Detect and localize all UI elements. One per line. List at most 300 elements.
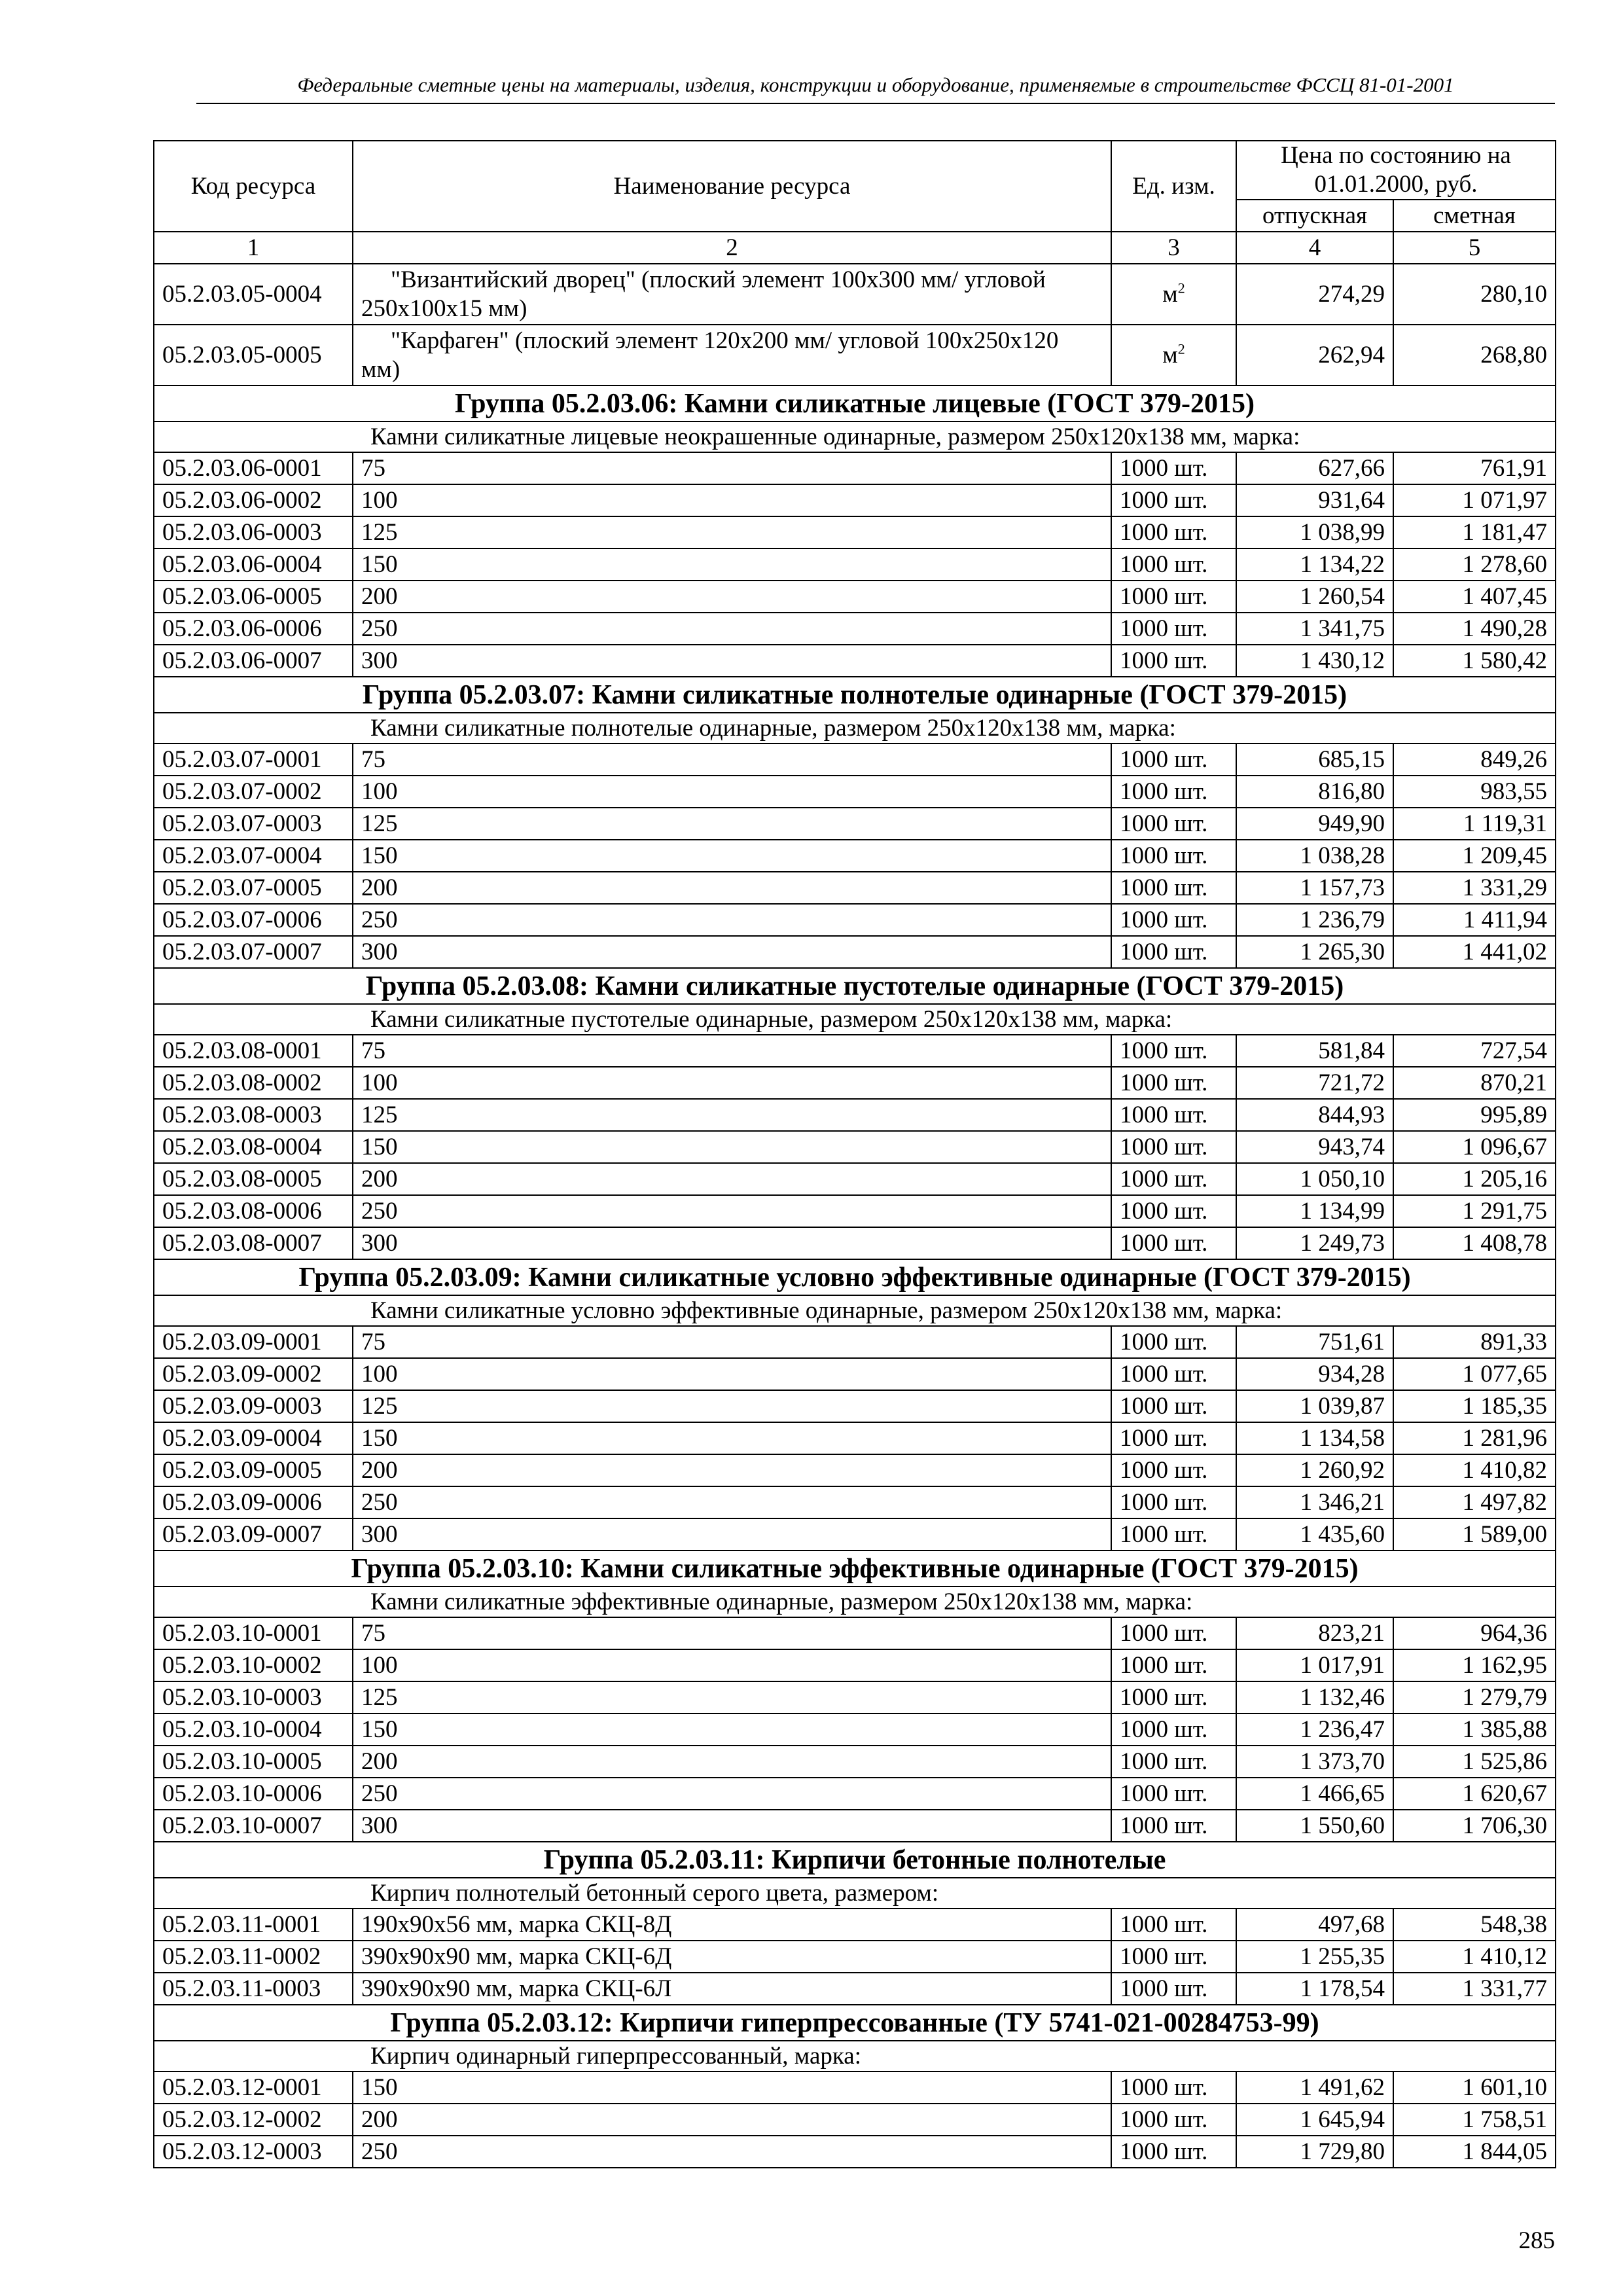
price-estimate: 1 620,67	[1393, 1778, 1556, 1810]
resource-code: 05.2.03.06-0002	[154, 484, 353, 516]
resource-name: 150	[353, 1131, 1111, 1163]
table-row	[154, 1649, 1556, 1681]
table-row	[154, 452, 1556, 484]
price-release: 1 050,10	[1236, 1163, 1393, 1195]
price-estimate: 1 279,79	[1393, 1681, 1556, 1713]
column-number: 4	[1236, 232, 1393, 264]
resource-name: 250	[353, 1778, 1111, 1810]
group-title: Группа 05.2.03.09: Камни силикатные условно эффективные одинарные (ГОСТ 379-2015)	[154, 1259, 1556, 1295]
unit-exponent: 2	[1177, 279, 1185, 296]
table-row	[154, 1227, 1556, 1259]
resource-name: 100	[353, 1649, 1111, 1681]
resource-name: 200	[353, 872, 1111, 904]
group-title-row	[154, 1551, 1556, 1587]
resource-unit: 1000 шт.	[1111, 484, 1236, 516]
price-release: 1 134,58	[1236, 1422, 1393, 1454]
resource-name: 100	[353, 1067, 1111, 1099]
resource-name: 125	[353, 1390, 1111, 1422]
resource-name: 75	[353, 1326, 1111, 1358]
resource-name: "Византийский дворец" (плоский элемент 100х300 мм/ угловой 250х100х15 мм)	[353, 264, 1111, 325]
resource-name: 200	[353, 1163, 1111, 1195]
resource-name: 150	[353, 548, 1111, 581]
group-title: Группа 05.2.03.11: Кирпичи бетонные полнотелые	[154, 1842, 1556, 1878]
group-title-row	[154, 1259, 1556, 1295]
resource-unit: 1000 шт.	[1111, 1810, 1236, 1842]
price-estimate: 1 119,31	[1393, 808, 1556, 840]
resource-name: 150	[353, 2072, 1111, 2104]
resource-name: 250	[353, 2136, 1111, 2168]
price-release: 816,80	[1236, 776, 1393, 808]
resource-name: 300	[353, 1810, 1111, 1842]
resource-code: 05.2.03.10-0007	[154, 1810, 353, 1842]
table-row	[154, 1454, 1556, 1486]
price-release: 1 236,79	[1236, 904, 1393, 936]
resource-unit: 1000 шт.	[1111, 1067, 1236, 1099]
resource-unit: 1000 шт.	[1111, 1518, 1236, 1551]
resource-name: 200	[353, 1454, 1111, 1486]
price-estimate: 1 580,42	[1393, 645, 1556, 677]
resource-name: 300	[353, 1227, 1111, 1259]
resource-code: 05.2.03.08-0001	[154, 1035, 353, 1067]
table-row	[154, 904, 1556, 936]
price-estimate: 1 096,67	[1393, 1131, 1556, 1163]
resource-unit: 1000 шт.	[1111, 1131, 1236, 1163]
table-row	[154, 581, 1556, 613]
resource-code: 05.2.03.09-0004	[154, 1422, 353, 1454]
resource-unit: 1000 шт.	[1111, 1909, 1236, 1941]
price-release: 1 430,12	[1236, 645, 1393, 677]
column-number: 2	[353, 232, 1111, 264]
resource-unit: 1000 шт.	[1111, 776, 1236, 808]
resource-name: 150	[353, 1713, 1111, 1746]
resource-unit: 1000 шт.	[1111, 1681, 1236, 1713]
resource-code: 05.2.03.09-0001	[154, 1326, 353, 1358]
resource-name: 100	[353, 776, 1111, 808]
column-number-row	[154, 232, 1556, 264]
price-release: 1 038,28	[1236, 840, 1393, 872]
price-estimate: 1 331,77	[1393, 1973, 1556, 2005]
price-table	[153, 140, 1556, 2168]
resource-name: 200	[353, 581, 1111, 613]
table-row	[154, 1326, 1556, 1358]
running-header: Федеральные сметные цены на материалы, изделия, конструкции и оборудование, применяемые в строительстве ФССЦ 81-01-2001	[297, 73, 1454, 96]
group-title: Группа 05.2.03.10: Камни силикатные эффективные одинарные (ГОСТ 379-2015)	[154, 1551, 1556, 1587]
resource-code: 05.2.03.07-0004	[154, 840, 353, 872]
resource-unit: 1000 шт.	[1111, 581, 1236, 613]
table-row	[154, 840, 1556, 872]
resource-code: 05.2.03.07-0003	[154, 808, 353, 840]
resource-unit: 1000 шт.	[1111, 1422, 1236, 1454]
group-title: Группа 05.2.03.06: Камни силикатные лицевые (ГОСТ 379-2015)	[154, 386, 1556, 422]
price-estimate: 1 525,86	[1393, 1746, 1556, 1778]
group-title-row	[154, 386, 1556, 422]
price-release: 1 729,80	[1236, 2136, 1393, 2168]
price-release: 949,90	[1236, 808, 1393, 840]
resource-code: 05.2.03.06-0007	[154, 645, 353, 677]
table-row	[154, 548, 1556, 581]
resource-code: 05.2.03.09-0005	[154, 1454, 353, 1486]
table-row	[154, 264, 1556, 325]
price-release: 1 265,30	[1236, 936, 1393, 968]
resource-code: 05.2.03.12-0003	[154, 2136, 353, 2168]
group-subtitle: Кирпич полнотелый бетонный серого цвета, размером:	[154, 1878, 1556, 1909]
price-release: 1 178,54	[1236, 1973, 1393, 2005]
table-row	[154, 744, 1556, 776]
resource-unit: 1000 шт.	[1111, 1973, 1236, 2005]
column-number: 3	[1111, 232, 1236, 264]
resource-unit: 1000 шт.	[1111, 1099, 1236, 1131]
price-estimate: 1 497,82	[1393, 1486, 1556, 1518]
resource-code: 05.2.03.10-0004	[154, 1713, 353, 1746]
price-release: 931,64	[1236, 484, 1393, 516]
price-estimate: 870,21	[1393, 1067, 1556, 1099]
resource-code: 05.2.03.07-0007	[154, 936, 353, 968]
price-release: 751,61	[1236, 1326, 1393, 1358]
resource-code: 05.2.03.05-0004	[154, 264, 353, 325]
group-subtitle-row	[154, 713, 1556, 744]
resource-code: 05.2.03.07-0005	[154, 872, 353, 904]
price-release: 943,74	[1236, 1131, 1393, 1163]
resource-unit: 1000 шт.	[1111, 904, 1236, 936]
resource-code: 05.2.03.08-0006	[154, 1195, 353, 1227]
resource-name: 300	[353, 936, 1111, 968]
column-number: 1	[154, 232, 353, 264]
resource-name: 75	[353, 1617, 1111, 1649]
price-release: 262,94	[1236, 325, 1393, 386]
price-estimate: 1 410,12	[1393, 1941, 1556, 1973]
resource-unit: 1000 шт.	[1111, 1617, 1236, 1649]
price-estimate: 1 844,05	[1393, 2136, 1556, 2168]
resource-name: 75	[353, 744, 1111, 776]
resource-unit: 1000 шт.	[1111, 1746, 1236, 1778]
resource-unit: 1000 шт.	[1111, 2072, 1236, 2104]
resource-code: 05.2.03.08-0005	[154, 1163, 353, 1195]
group-subtitle: Камни силикатные лицевые неокрашенные одинарные, размером 250х120х138 мм, марка:	[154, 422, 1556, 452]
header-name: Наименование ресурса	[353, 141, 1111, 232]
price-estimate: 268,80	[1393, 325, 1556, 386]
price-release: 1 249,73	[1236, 1227, 1393, 1259]
table-row	[154, 1099, 1556, 1131]
price-estimate: 1 601,10	[1393, 2072, 1556, 2104]
price-estimate: 1 385,88	[1393, 1713, 1556, 1746]
group-title: Группа 05.2.03.12: Кирпичи гиперпрессованные (ТУ 5741-021-00284753-99)	[154, 2005, 1556, 2041]
unit-exponent: 2	[1177, 340, 1185, 357]
price-estimate: 1 205,16	[1393, 1163, 1556, 1195]
price-estimate: 1 162,95	[1393, 1649, 1556, 1681]
price-release: 1 435,60	[1236, 1518, 1393, 1551]
resource-unit	[1111, 264, 1236, 325]
table-row	[154, 2104, 1556, 2136]
table-row	[154, 1518, 1556, 1551]
resource-code: 05.2.03.11-0002	[154, 1941, 353, 1973]
header-price: Цена по состоянию на 01.01.2000, руб.	[1236, 141, 1556, 200]
price-estimate: 1 331,29	[1393, 872, 1556, 904]
price-estimate: 1 077,65	[1393, 1358, 1556, 1390]
resource-name: 125	[353, 516, 1111, 548]
price-release: 1 134,99	[1236, 1195, 1393, 1227]
resource-unit	[1111, 325, 1236, 386]
table-row	[154, 516, 1556, 548]
table-row	[154, 645, 1556, 677]
resource-code: 05.2.03.06-0004	[154, 548, 353, 581]
price-release: 1 134,22	[1236, 548, 1393, 581]
header-code: Код ресурса	[154, 141, 353, 232]
table-row	[154, 1035, 1556, 1067]
price-release: 685,15	[1236, 744, 1393, 776]
price-estimate: 983,55	[1393, 776, 1556, 808]
table-row	[154, 1195, 1556, 1227]
price-estimate: 1 291,75	[1393, 1195, 1556, 1227]
group-title-row	[154, 2005, 1556, 2041]
resource-unit: 1000 шт.	[1111, 872, 1236, 904]
price-release: 1 373,70	[1236, 1746, 1393, 1778]
resource-unit: 1000 шт.	[1111, 1390, 1236, 1422]
price-release: 274,29	[1236, 264, 1393, 325]
table-row	[154, 1163, 1556, 1195]
price-release: 1 017,91	[1236, 1649, 1393, 1681]
resource-unit: 1000 шт.	[1111, 1326, 1236, 1358]
table-row	[154, 2072, 1556, 2104]
resource-code: 05.2.03.12-0002	[154, 2104, 353, 2136]
table-row	[154, 613, 1556, 645]
resource-unit: 1000 шт.	[1111, 1713, 1236, 1746]
resource-code: 05.2.03.05-0005	[154, 325, 353, 386]
resource-name: 250	[353, 1195, 1111, 1227]
resource-name: "Карфаген" (плоский элемент 120х200 мм/ угловой 100х250х120 мм)	[353, 325, 1111, 386]
resource-name: 125	[353, 1681, 1111, 1713]
resource-name: 250	[353, 1486, 1111, 1518]
resource-unit: 1000 шт.	[1111, 2136, 1236, 2168]
resource-code: 05.2.03.10-0001	[154, 1617, 353, 1649]
table-row	[154, 1422, 1556, 1454]
resource-code: 05.2.03.06-0003	[154, 516, 353, 548]
price-estimate: 1 706,30	[1393, 1810, 1556, 1842]
resource-code: 05.2.03.08-0003	[154, 1099, 353, 1131]
group-subtitle: Камни силикатные условно эффективные одинарные, размером 250х120х138 мм, марка:	[154, 1295, 1556, 1326]
price-release: 1 645,94	[1236, 2104, 1393, 2136]
price-estimate: 1 408,78	[1393, 1227, 1556, 1259]
resource-unit: 1000 шт.	[1111, 840, 1236, 872]
group-title: Группа 05.2.03.08: Камни силикатные пустотелые одинарные (ГОСТ 379-2015)	[154, 968, 1556, 1004]
resource-name: 75	[353, 452, 1111, 484]
resource-name: 250	[353, 613, 1111, 645]
resource-name: 125	[353, 808, 1111, 840]
group-subtitle-row	[154, 2041, 1556, 2072]
table-row	[154, 1778, 1556, 1810]
header-price-release: отпускная	[1236, 200, 1393, 232]
price-release: 1 260,92	[1236, 1454, 1393, 1486]
price-release: 497,68	[1236, 1909, 1393, 1941]
table-row	[154, 872, 1556, 904]
resource-name: 100	[353, 1358, 1111, 1390]
price-estimate: 891,33	[1393, 1326, 1556, 1358]
header-rule	[196, 103, 1555, 104]
group-subtitle-row	[154, 1587, 1556, 1617]
price-estimate: 727,54	[1393, 1035, 1556, 1067]
price-estimate: 1 278,60	[1393, 548, 1556, 581]
resource-name: 150	[353, 1422, 1111, 1454]
group-subtitle-row	[154, 1004, 1556, 1035]
price-estimate: 995,89	[1393, 1099, 1556, 1131]
resource-code: 05.2.03.11-0003	[154, 1973, 353, 2005]
resource-unit: 1000 шт.	[1111, 744, 1236, 776]
price-estimate: 1 185,35	[1393, 1390, 1556, 1422]
resource-code: 05.2.03.07-0002	[154, 776, 353, 808]
price-release: 1 038,99	[1236, 516, 1393, 548]
group-title: Группа 05.2.03.07: Камни силикатные полнотелые одинарные (ГОСТ 379-2015)	[154, 677, 1556, 713]
price-estimate: 1 181,47	[1393, 516, 1556, 548]
group-title-row	[154, 1842, 1556, 1878]
table-row	[154, 1131, 1556, 1163]
table-row	[154, 1067, 1556, 1099]
resource-unit: 1000 шт.	[1111, 1163, 1236, 1195]
price-release: 721,72	[1236, 1067, 1393, 1099]
price-estimate: 1 071,97	[1393, 484, 1556, 516]
resource-code: 05.2.03.06-0001	[154, 452, 353, 484]
resource-name: 390х90х90 мм, марка СКЦ-6Д	[353, 1941, 1111, 1973]
price-estimate: 1 589,00	[1393, 1518, 1556, 1551]
price-estimate: 1 758,51	[1393, 2104, 1556, 2136]
resource-name: 200	[353, 1746, 1111, 1778]
resource-name: 150	[353, 840, 1111, 872]
table-row	[154, 2136, 1556, 2168]
header-unit: Ед. изм.	[1111, 141, 1236, 232]
table-row	[154, 1810, 1556, 1842]
price-release: 1 341,75	[1236, 613, 1393, 645]
resource-code: 05.2.03.08-0002	[154, 1067, 353, 1099]
resource-code: 05.2.03.07-0006	[154, 904, 353, 936]
price-release: 1 260,54	[1236, 581, 1393, 613]
unit-base: м	[1162, 280, 1178, 308]
resource-unit: 1000 шт.	[1111, 936, 1236, 968]
resource-unit: 1000 шт.	[1111, 808, 1236, 840]
price-estimate: 280,10	[1393, 264, 1556, 325]
price-estimate: 1 281,96	[1393, 1422, 1556, 1454]
resource-code: 05.2.03.07-0001	[154, 744, 353, 776]
table-row	[154, 1973, 1556, 2005]
resource-code: 05.2.03.08-0004	[154, 1131, 353, 1163]
table-row	[154, 1909, 1556, 1941]
resource-name: 75	[353, 1035, 1111, 1067]
resource-code: 05.2.03.08-0007	[154, 1227, 353, 1259]
group-subtitle: Камни силикатные эффективные одинарные, размером 250х120х138 мм, марка:	[154, 1587, 1556, 1617]
group-subtitle: Камни силикатные пустотелые одинарные, размером 250х120х138 мм, марка:	[154, 1004, 1556, 1035]
price-release: 581,84	[1236, 1035, 1393, 1067]
price-estimate: 1 441,02	[1393, 936, 1556, 968]
resource-code: 05.2.03.09-0003	[154, 1390, 353, 1422]
resource-unit: 1000 шт.	[1111, 613, 1236, 645]
group-title-row	[154, 968, 1556, 1004]
group-subtitle-row	[154, 1878, 1556, 1909]
page-number: 285	[1518, 2227, 1555, 2254]
resource-unit: 1000 шт.	[1111, 516, 1236, 548]
price-estimate: 761,91	[1393, 452, 1556, 484]
resource-unit: 1000 шт.	[1111, 1454, 1236, 1486]
resource-code: 05.2.03.06-0005	[154, 581, 353, 613]
table-row	[154, 1390, 1556, 1422]
resource-name: 390х90х90 мм, марка СКЦ-6Л	[353, 1973, 1111, 2005]
column-number: 5	[1393, 232, 1556, 264]
price-estimate: 964,36	[1393, 1617, 1556, 1649]
group-subtitle-row	[154, 422, 1556, 452]
price-release: 1 346,21	[1236, 1486, 1393, 1518]
resource-name: 300	[353, 1518, 1111, 1551]
price-release: 823,21	[1236, 1617, 1393, 1649]
resource-unit: 1000 шт.	[1111, 452, 1236, 484]
resource-name: 125	[353, 1099, 1111, 1131]
resource-name: 250	[353, 904, 1111, 936]
price-estimate: 849,26	[1393, 744, 1556, 776]
group-subtitle: Камни силикатные полнотелые одинарные, размером 250х120х138 мм, марка:	[154, 713, 1556, 744]
resource-unit: 1000 шт.	[1111, 1941, 1236, 1973]
price-release: 1 466,65	[1236, 1778, 1393, 1810]
price-release: 627,66	[1236, 452, 1393, 484]
resource-code: 05.2.03.10-0006	[154, 1778, 353, 1810]
resource-unit: 1000 шт.	[1111, 1227, 1236, 1259]
price-release: 1 157,73	[1236, 872, 1393, 904]
resource-unit: 1000 шт.	[1111, 1195, 1236, 1227]
price-estimate: 1 411,94	[1393, 904, 1556, 936]
price-release: 844,93	[1236, 1099, 1393, 1131]
resource-code: 05.2.03.09-0002	[154, 1358, 353, 1390]
resource-code: 05.2.03.06-0006	[154, 613, 353, 645]
resource-code: 05.2.03.10-0002	[154, 1649, 353, 1681]
resource-code: 05.2.03.09-0007	[154, 1518, 353, 1551]
group-title-row	[154, 677, 1556, 713]
resource-name: 300	[353, 645, 1111, 677]
header-price-estimate: сметная	[1393, 200, 1556, 232]
price-estimate: 1 490,28	[1393, 613, 1556, 645]
resource-unit: 1000 шт.	[1111, 1649, 1236, 1681]
price-estimate: 1 410,82	[1393, 1454, 1556, 1486]
resource-name: 200	[353, 2104, 1111, 2136]
price-estimate: 1 407,45	[1393, 581, 1556, 613]
resource-unit: 1000 шт.	[1111, 548, 1236, 581]
price-release: 1 132,46	[1236, 1681, 1393, 1713]
table-row	[154, 1941, 1556, 1973]
price-release: 1 039,87	[1236, 1390, 1393, 1422]
table-row	[154, 776, 1556, 808]
resource-unit: 1000 шт.	[1111, 1358, 1236, 1390]
price-release: 1 491,62	[1236, 2072, 1393, 2104]
table-row	[154, 1746, 1556, 1778]
table-row	[154, 325, 1556, 386]
resource-unit: 1000 шт.	[1111, 1486, 1236, 1518]
price-estimate: 548,38	[1393, 1909, 1556, 1941]
resource-code: 05.2.03.09-0006	[154, 1486, 353, 1518]
table-row	[154, 808, 1556, 840]
resource-unit: 1000 шт.	[1111, 1035, 1236, 1067]
table-row	[154, 936, 1556, 968]
table-row	[154, 1486, 1556, 1518]
price-release: 934,28	[1236, 1358, 1393, 1390]
resource-code: 05.2.03.12-0001	[154, 2072, 353, 2104]
price-release: 1 236,47	[1236, 1713, 1393, 1746]
price-estimate: 1 209,45	[1393, 840, 1556, 872]
price-table-body	[154, 141, 1556, 2168]
resource-unit: 1000 шт.	[1111, 2104, 1236, 2136]
table-row	[154, 1681, 1556, 1713]
resource-code: 05.2.03.10-0003	[154, 1681, 353, 1713]
resource-unit: 1000 шт.	[1111, 645, 1236, 677]
resource-name: 190х90х56 мм, марка СКЦ-8Д	[353, 1909, 1111, 1941]
table-row	[154, 1358, 1556, 1390]
group-subtitle: Кирпич одинарный гиперпрессованный, марка:	[154, 2041, 1556, 2072]
unit-base: м	[1162, 341, 1178, 368]
table-header-row	[154, 141, 1556, 200]
price-release: 1 255,35	[1236, 1941, 1393, 1973]
group-subtitle-row	[154, 1295, 1556, 1326]
